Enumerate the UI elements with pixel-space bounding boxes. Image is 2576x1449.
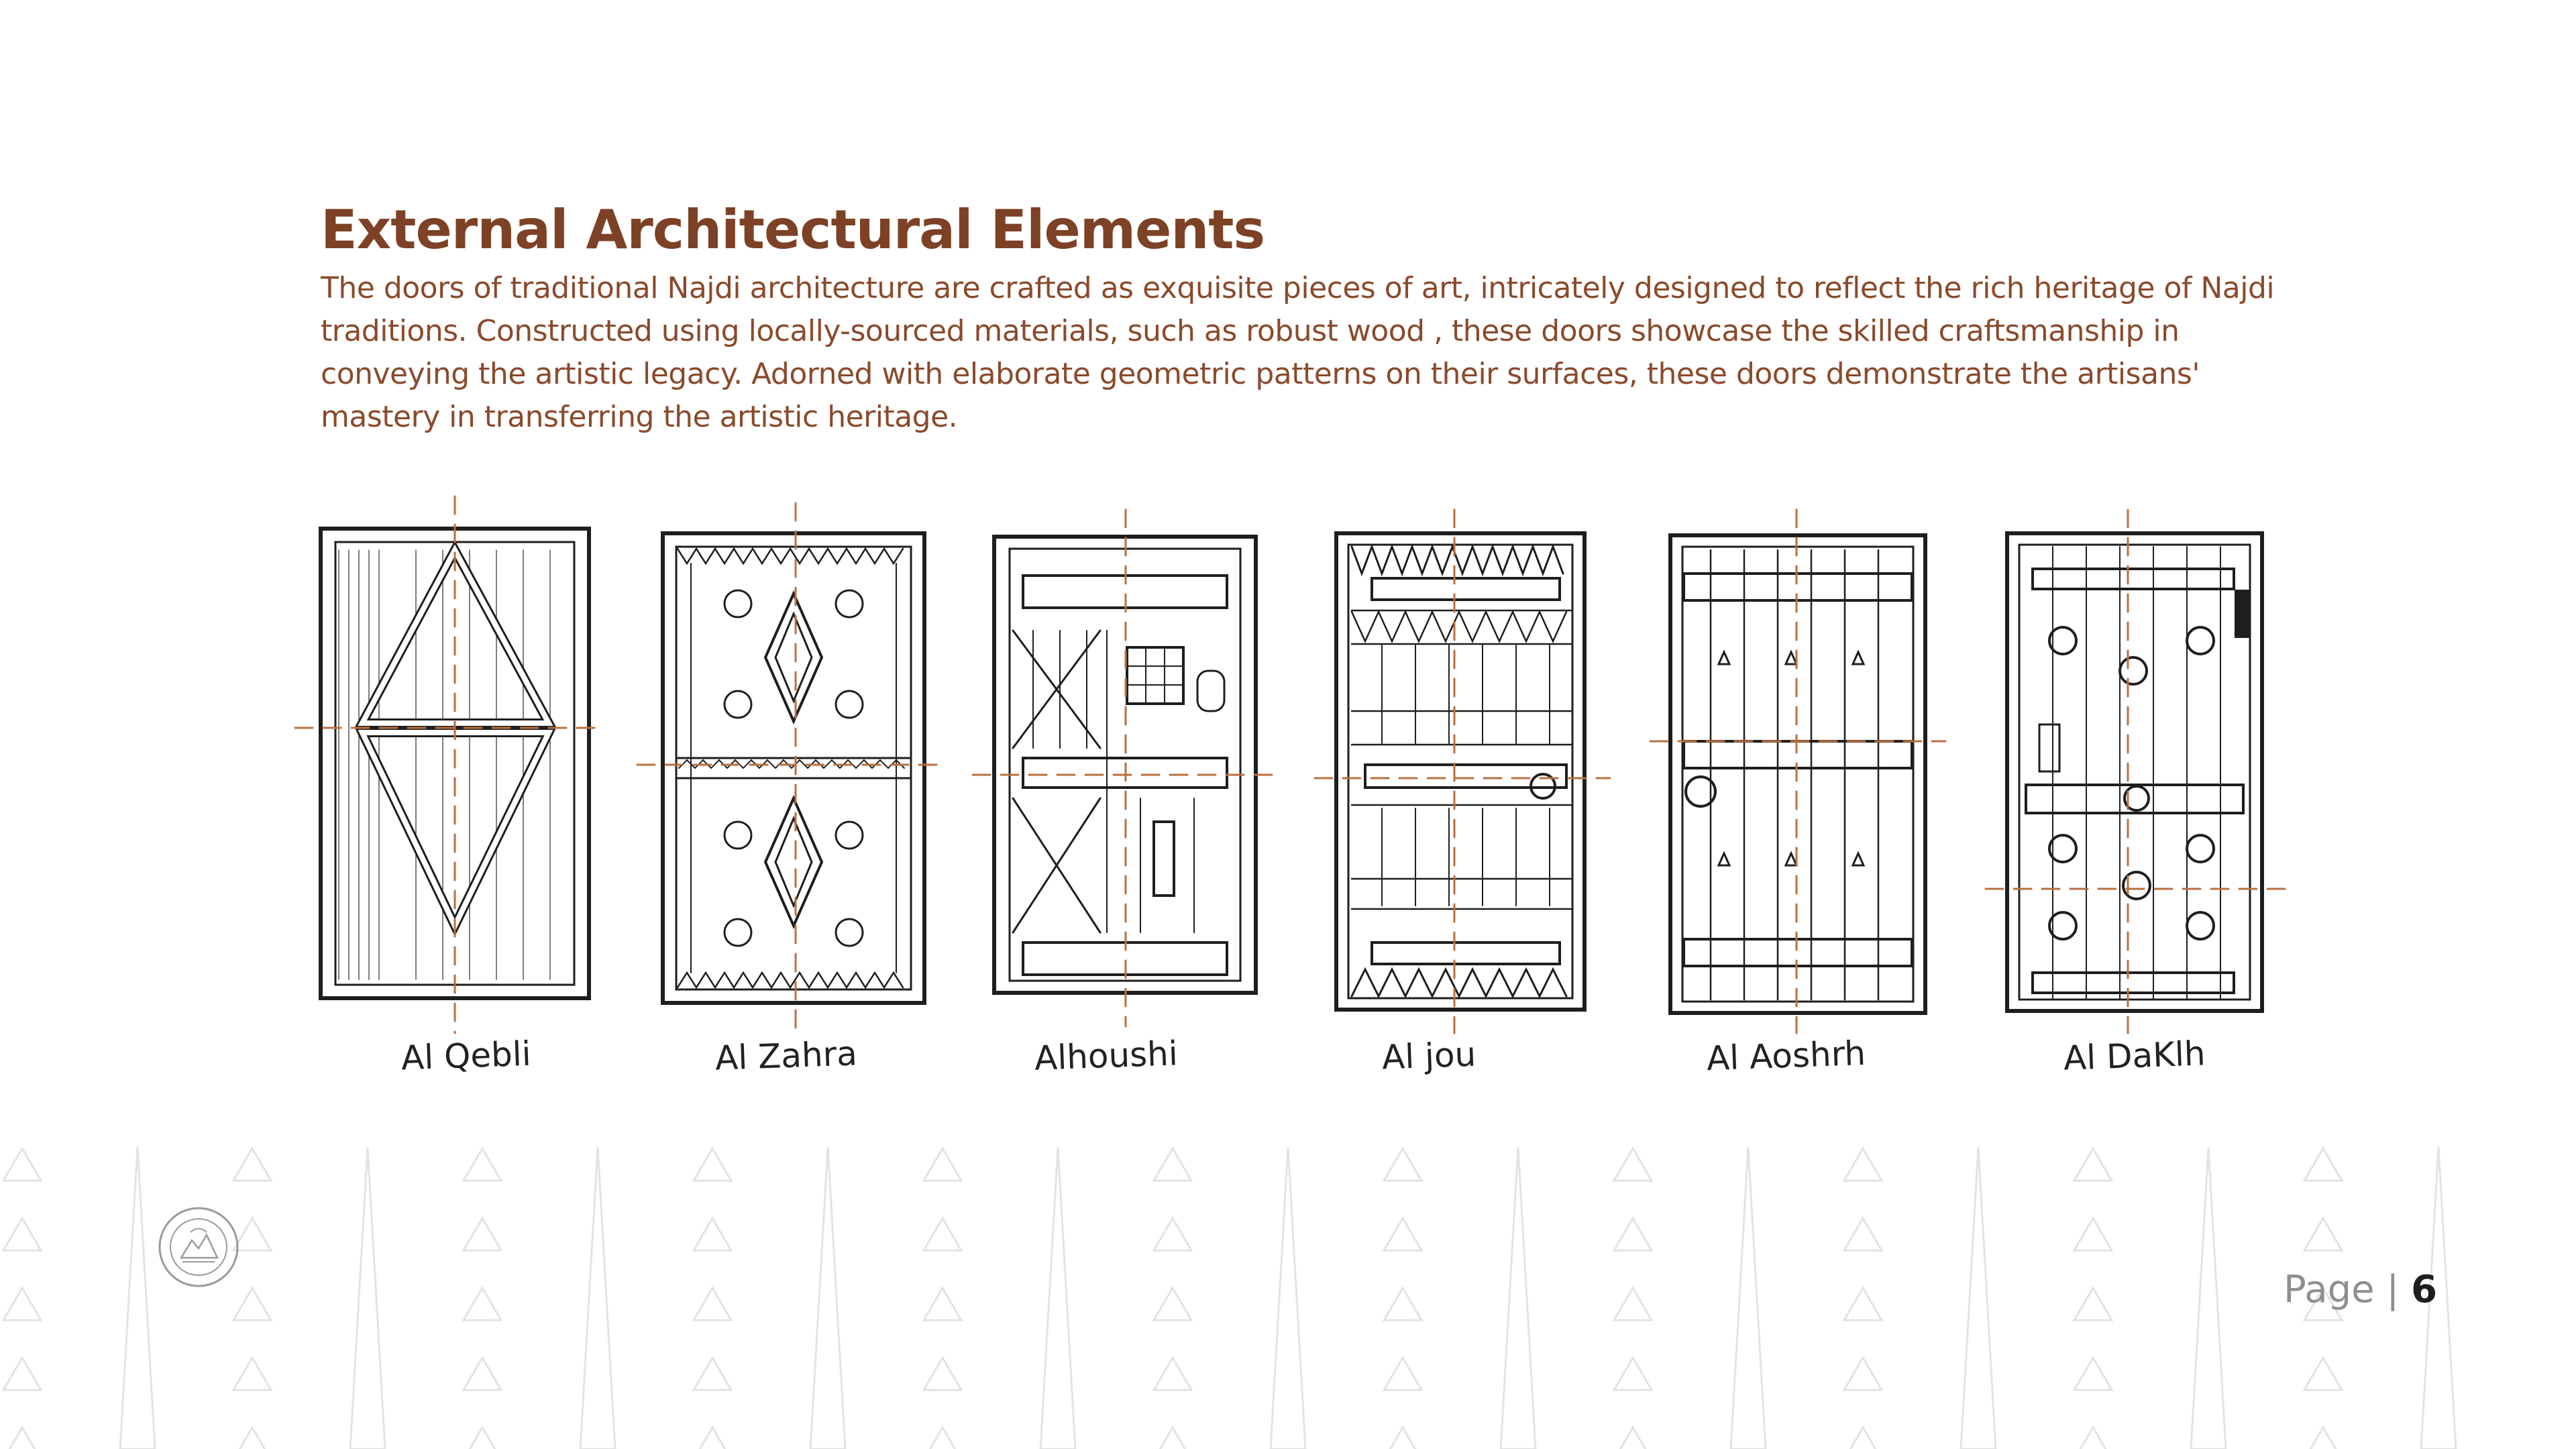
- door-sketch-al-daklh: [1986, 510, 2294, 1033]
- door-sketch-alhoushi: [973, 510, 1275, 1026]
- door-caption: Al Zahra: [714, 1034, 858, 1078]
- door-caption: Al Qebli: [400, 1034, 532, 1078]
- university-seal-icon: [157, 1205, 240, 1289]
- intro-paragraph: The doors of traditional Najdi architecture are crafted as exquisite pieces of art, intricately designed to reflect the rich heritage of Najdi traditions. Constructed using locally-sourced materials, such as robust wood , these doors showcase the skilled craftsmanship in conveying the artistic legacy. Adorned with elaborate geometric patterns on their surfaces, these doors demonstrate the artisans' mastery in transferring the artistic heritage.: [321, 271, 2275, 434]
- page-label: Page: [2284, 1268, 2375, 1311]
- page-separator: |: [2386, 1268, 2400, 1311]
- door-sketch-al-aoshrh: [1650, 510, 1945, 1033]
- door-sketch-al-jou: [1315, 510, 1610, 1033]
- decorative-triangle-pattern: [0, 1127, 2576, 1449]
- page-indicator: [2284, 1268, 2437, 1311]
- door-caption: Alhoushi: [1034, 1034, 1179, 1078]
- door-sketch-al-zahra: [637, 503, 946, 1033]
- door-caption: Al DaKlh: [2063, 1034, 2206, 1078]
- door-caption: Al jou: [1381, 1034, 1477, 1077]
- page-number: 6: [2411, 1268, 2438, 1311]
- door-caption: Al Aoshrh: [1706, 1033, 1866, 1079]
- door-sketch-al-qebli: [295, 496, 604, 1033]
- page-title: External Architectural Elements: [321, 199, 1265, 261]
